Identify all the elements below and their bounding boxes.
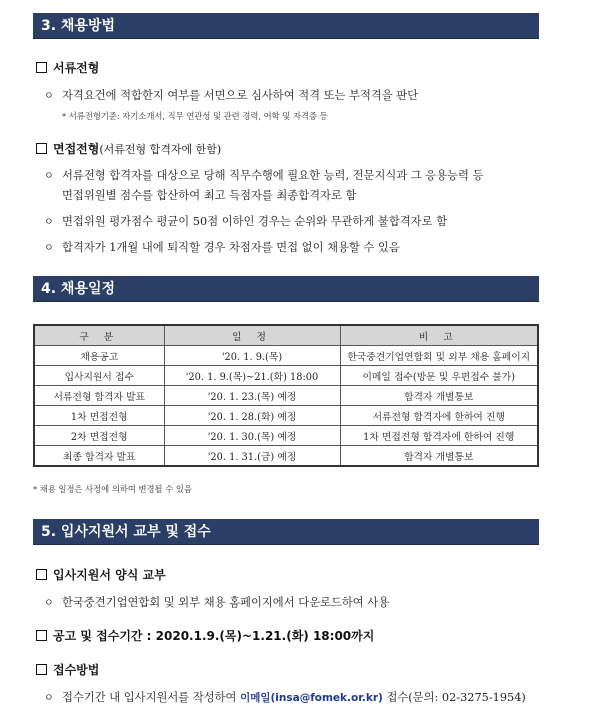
table-cell: 최종 합격자 발표	[34, 446, 164, 467]
checkbox-square-icon	[36, 630, 47, 641]
table-cell: 입사지원서 접수	[34, 366, 164, 386]
table-header-row	[34, 325, 538, 346]
interview-heading: 면접전형(서류전형 합격자에 한함)	[36, 140, 221, 157]
table-cell: '20. 1. 28.(화) 예정	[164, 406, 340, 426]
table-cell: 1차 면접전형 합격자에 한하여 진행	[340, 426, 538, 446]
application-method-heading: 접수방법	[36, 661, 99, 678]
table-row	[34, 426, 538, 446]
section-3-header: 3. 채용방법	[33, 13, 539, 39]
bullet-icon: ㅇ	[44, 217, 54, 228]
section-5-header: 5. 입사지원서 교부 및 접수	[33, 519, 539, 545]
table-cell: '20. 1. 23.(목) 예정	[164, 386, 340, 406]
table-header-cell: 일 정	[164, 325, 340, 346]
table-cell: '20. 1. 9.(목)	[164, 346, 340, 366]
table-cell: 합격자 개별통보	[340, 386, 538, 406]
application-method-bullet: ㅇ 접수기간 내 입사지원서를 작성하여 이메일(insa@fomek.or.kr) 접수(문의: 02-3275-1954)	[44, 688, 544, 708]
table-row	[34, 366, 538, 386]
checkbox-square-icon	[36, 569, 47, 580]
table-cell: 이메일 접수(방문 및 우편접수 불가)	[340, 366, 538, 386]
table-cell: 1차 면접전형	[34, 406, 164, 426]
table-cell: 서류전형 합격자에 한하여 진행	[340, 406, 538, 426]
checkbox-square-icon	[36, 143, 47, 154]
table-row	[34, 406, 538, 426]
application-period-heading: 공고 및 접수기간 : 2020.1.9.(목)~1.21.(화) 18:00까지	[36, 627, 374, 644]
interview-bullet-1: ㅇ 서류전형 합격자를 대상으로 당해 직무수행에 필요한 능력, 전문지식과 그 응용능력 등 면접위원별 점수를 합산하여 최고 득점자를 최종합격자로 함	[44, 169, 484, 202]
bullet-icon: ㅇ	[44, 693, 54, 704]
table-row	[34, 346, 538, 366]
table-row	[34, 386, 538, 406]
screening-criteria: * 서류전형기준: 자기소개서, 직무 연관성 및 관련 경력, 어학 및 자격증 등	[62, 111, 328, 121]
application-form-heading: 입사지원서 양식 교부	[36, 566, 166, 583]
section-4-header: 4. 채용일정	[33, 276, 539, 302]
table-cell: 합격자 개별통보	[340, 446, 538, 467]
checkbox-square-icon	[36, 664, 47, 675]
table-cell: '20. 1. 31.(금) 예정	[164, 446, 340, 467]
application-form-bullet: ㅇ 한국중견기업연합회 및 외부 채용 홈페이지에서 다운로드하여 사용	[44, 593, 544, 613]
checkbox-square-icon	[36, 62, 47, 73]
interview-bullet-2: ㅇ 면접위원 평가점수 평균이 50점 이하인 경우는 순위와 무관하게 불합격자로 함	[44, 212, 544, 232]
table-cell: 2차 면접전형	[34, 426, 164, 446]
bullet-icon: ㅇ	[44, 171, 54, 182]
bullet-icon: ㅇ	[44, 243, 54, 254]
table-cell: '20. 1. 30.(목) 예정	[164, 426, 340, 446]
bullet-icon: ㅇ	[44, 91, 54, 102]
table-cell: 채용공고	[34, 346, 164, 366]
schedule-footnote: * 채용 일정은 사정에 의하여 변경될 수 있음	[33, 484, 192, 494]
table-cell: 서류전형 합격자 발표	[34, 386, 164, 406]
table-cell: '20. 1. 9.(목)~21.(화) 18:00	[164, 366, 340, 386]
document-screening-heading: 서류전형	[36, 59, 99, 76]
table-cell: 한국중견기업연합회 및 외부 채용 홈페이지	[340, 346, 538, 366]
bullet-icon: ㅇ	[44, 598, 54, 609]
table-row	[34, 446, 538, 467]
email-address: 이메일(insa@fomek.or.kr)	[240, 692, 383, 704]
table-header-cell: 비 고	[340, 325, 538, 346]
interview-bullet-3: ㅇ 합격자가 1개월 내에 퇴직할 경우 차점자를 면접 없이 채용할 수 있음	[44, 238, 544, 258]
table-header-cell: 구 분	[34, 325, 164, 346]
document-screening-bullet: ㅇ 자격요건에 적합한지 여부를 서면으로 심사하여 적격 또는 부적격을 판단	[44, 86, 544, 106]
schedule-table	[33, 324, 539, 467]
